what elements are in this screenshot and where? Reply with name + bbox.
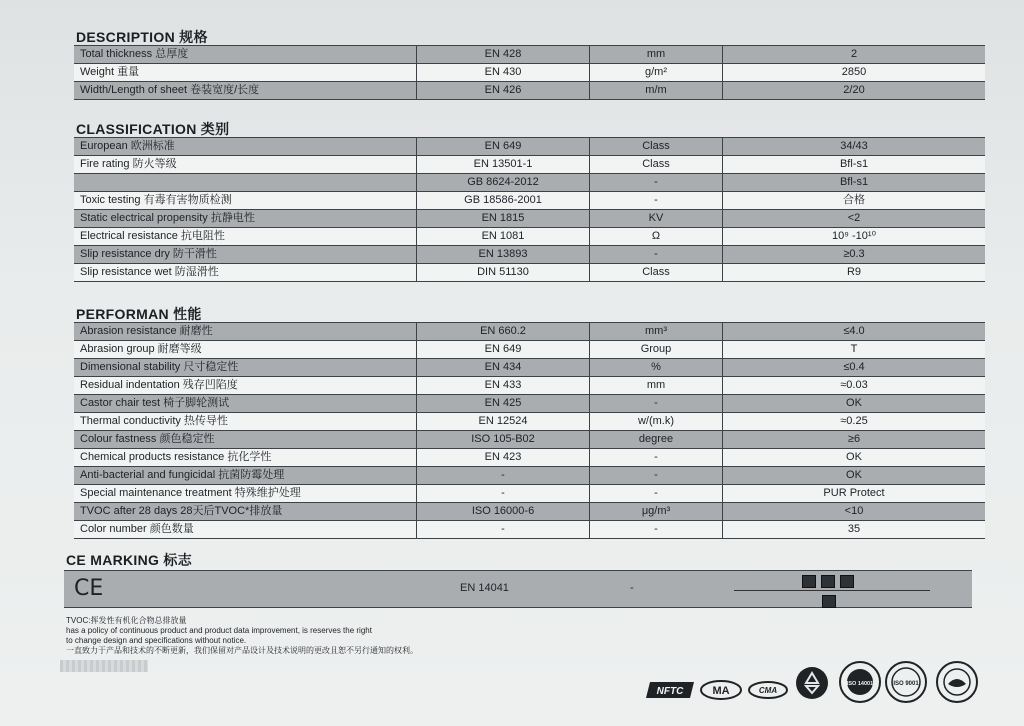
cell-value: 10⁹ -10¹⁰ bbox=[723, 228, 986, 246]
cell-property-name bbox=[74, 174, 417, 192]
spec-row bbox=[74, 46, 985, 64]
cell-standard: EN 13893 bbox=[417, 246, 590, 264]
cell-value: 合格 bbox=[723, 192, 986, 210]
cell-property-name: European 欧洲标准 bbox=[74, 138, 417, 156]
cell-standard: GB 18586-2001 bbox=[417, 192, 590, 210]
recycle-logo bbox=[795, 666, 829, 705]
note-policy-1: has a policy of continuous product and product data improvement, is reserves the right bbox=[66, 626, 372, 635]
svg-text:NFTC: NFTC bbox=[656, 686, 684, 697]
cell-unit: w/(m.k) bbox=[590, 413, 723, 431]
cell-standard: DIN 51130 bbox=[417, 264, 590, 282]
cell-unit: KV bbox=[590, 210, 723, 228]
cell-value: ≥6 bbox=[723, 431, 986, 449]
cell-standard: GB 8624-2012 bbox=[417, 174, 590, 192]
spec-row bbox=[74, 521, 985, 539]
cell-property-name: Weight 重量 bbox=[74, 64, 417, 82]
description-title: DESCRIPTION 规格 bbox=[76, 29, 208, 45]
cell-value: OK bbox=[723, 449, 986, 467]
note-tvoc: TVOC:挥发性有机化合物总排放量 bbox=[66, 616, 187, 625]
cma-logo bbox=[748, 680, 788, 705]
spec-row bbox=[74, 413, 985, 431]
cell-value: 2850 bbox=[723, 64, 986, 82]
cell-property-name: Residual indentation 残存凹陷度 bbox=[74, 377, 417, 395]
cell-value: OK bbox=[723, 395, 986, 413]
cell-property-name: Slip resistance dry 防干滑性 bbox=[74, 246, 417, 264]
cell-unit: Class bbox=[590, 138, 723, 156]
cell-value: PUR Protect bbox=[723, 485, 986, 503]
cell-value: ≥0.3 bbox=[723, 246, 986, 264]
cell-standard: - bbox=[417, 467, 590, 485]
cell-value: Bfl-s1 bbox=[723, 156, 986, 174]
cell-standard: EN 430 bbox=[417, 64, 590, 82]
cell-value: <10 bbox=[723, 503, 986, 521]
cell-unit: g/m² bbox=[590, 64, 723, 82]
cell-value: ≈0.03 bbox=[723, 377, 986, 395]
ma-logo bbox=[700, 680, 742, 705]
spec-row bbox=[74, 174, 985, 192]
nftc-logo bbox=[646, 681, 694, 704]
cell-value: Bfl-s1 bbox=[723, 174, 986, 192]
cell-value: OK bbox=[723, 467, 986, 485]
slip-icon bbox=[840, 575, 854, 588]
cell-standard: EN 425 bbox=[417, 395, 590, 413]
cell-standard: EN 649 bbox=[417, 341, 590, 359]
svg-text:ISO 9001: ISO 9001 bbox=[893, 681, 919, 687]
cell-property-name: TVOC after 28 days 28天后TVOC*排放量 bbox=[74, 503, 417, 521]
spec-row bbox=[74, 341, 985, 359]
cell-standard: EN 12524 bbox=[417, 413, 590, 431]
cell-property-name: Abrasion group 耐磨等级 bbox=[74, 341, 417, 359]
note-policy-2: to change design and specifications without notice. bbox=[66, 636, 247, 645]
note-policy-cn: 一直致力于产品和技术的不断更新，我们保留对产品设计及技术说明的更改且恕不另行通知的权利。 bbox=[66, 646, 418, 655]
cell-standard: EN 433 bbox=[417, 377, 590, 395]
cell-unit: Class bbox=[590, 264, 723, 282]
cell-unit: mm bbox=[590, 46, 723, 64]
cell-unit: - bbox=[590, 521, 723, 539]
cell-unit: mm bbox=[590, 377, 723, 395]
cell-value: <2 bbox=[723, 210, 986, 228]
cell-standard: EN 13501-1 bbox=[417, 156, 590, 174]
cell-unit: μg/m³ bbox=[590, 503, 723, 521]
cell-standard: EN 428 bbox=[417, 46, 590, 64]
cell-unit: - bbox=[590, 246, 723, 264]
cell-standard: - bbox=[417, 521, 590, 539]
cell-standard: EN 1081 bbox=[417, 228, 590, 246]
ce-marking-row bbox=[64, 570, 972, 608]
cell-unit: mm³ bbox=[590, 323, 723, 341]
spec-row bbox=[74, 395, 985, 413]
cell-standard: - bbox=[417, 485, 590, 503]
ce-pictograms bbox=[802, 574, 866, 614]
cell-unit: Ω bbox=[590, 228, 723, 246]
spec-row bbox=[74, 485, 985, 503]
stamp-bar bbox=[60, 660, 148, 672]
cell-value: 2/20 bbox=[723, 82, 986, 100]
spec-row bbox=[74, 192, 985, 210]
fire-icon bbox=[821, 575, 835, 588]
ce-marking-title: CE MARKING 标志 bbox=[66, 552, 193, 568]
description-table bbox=[74, 45, 985, 100]
spec-row bbox=[74, 82, 985, 100]
iso14001-logo bbox=[838, 660, 882, 709]
ce-standard: EN 14041 bbox=[460, 582, 509, 594]
svg-text:CMA: CMA bbox=[758, 686, 778, 695]
spec-row bbox=[74, 359, 985, 377]
svg-text:ISO 14001: ISO 14001 bbox=[846, 681, 874, 687]
cell-standard: EN 434 bbox=[417, 359, 590, 377]
environment-logo bbox=[935, 660, 979, 709]
cell-standard: ISO 105-B02 bbox=[417, 431, 590, 449]
spec-row bbox=[74, 64, 985, 82]
svg-text:MA: MA bbox=[712, 685, 730, 697]
cell-property-name: Electrical resistance 抗电阻性 bbox=[74, 228, 417, 246]
spec-row bbox=[74, 228, 985, 246]
cell-property-name: Special maintenance treatment 特殊维护处理 bbox=[74, 485, 417, 503]
cell-unit: - bbox=[590, 467, 723, 485]
ce-mark-icon: CE bbox=[74, 576, 104, 601]
cell-value: 2 bbox=[723, 46, 986, 64]
cell-unit: - bbox=[590, 485, 723, 503]
performance-title: PERFORMAN 性能 bbox=[76, 306, 202, 322]
cell-standard: EN 660.2 bbox=[417, 323, 590, 341]
spec-row bbox=[74, 323, 985, 341]
cell-property-name: Castor chair test 椅子脚轮测试 bbox=[74, 395, 417, 413]
ce-unit: - bbox=[630, 582, 634, 594]
spec-row bbox=[74, 156, 985, 174]
cell-unit: % bbox=[590, 359, 723, 377]
cell-unit: - bbox=[590, 192, 723, 210]
footnotes bbox=[66, 616, 418, 656]
cell-standard: EN 1815 bbox=[417, 210, 590, 228]
cell-standard: EN 426 bbox=[417, 82, 590, 100]
cell-value: 34/43 bbox=[723, 138, 986, 156]
cell-standard: EN 649 bbox=[417, 138, 590, 156]
spec-row bbox=[74, 503, 985, 521]
antistatic-icon bbox=[822, 595, 836, 608]
cell-unit: degree bbox=[590, 431, 723, 449]
cell-property-name: Total thickness 总厚度 bbox=[74, 46, 417, 64]
cell-unit: Group bbox=[590, 341, 723, 359]
cell-property-name: Width/Length of sheet 卷装宽度/长度 bbox=[74, 82, 417, 100]
cell-value: ≤0.4 bbox=[723, 359, 986, 377]
classification-title: CLASSIFICATION 类别 bbox=[76, 121, 230, 137]
cell-unit: m/m bbox=[590, 82, 723, 100]
spec-row bbox=[74, 210, 985, 228]
performance-table bbox=[74, 322, 985, 539]
spec-row bbox=[74, 138, 985, 156]
cell-property-name: Colour fastness 颜色稳定性 bbox=[74, 431, 417, 449]
cell-value: ≤4.0 bbox=[723, 323, 986, 341]
cell-unit: - bbox=[590, 174, 723, 192]
cell-property-name: Color number 颜色数量 bbox=[74, 521, 417, 539]
spec-row bbox=[74, 467, 985, 485]
cell-property-name: Slip resistance wet 防湿滑性 bbox=[74, 264, 417, 282]
cell-property-name: Anti-bacterial and fungicidal 抗菌防霉处理 bbox=[74, 467, 417, 485]
cell-property-name: Dimensional stability 尺寸稳定性 bbox=[74, 359, 417, 377]
cell-standard: ISO 16000-6 bbox=[417, 503, 590, 521]
classification-table bbox=[74, 137, 985, 282]
cell-standard: EN 423 bbox=[417, 449, 590, 467]
spec-row bbox=[74, 264, 985, 282]
chair-castor-icon bbox=[802, 575, 816, 588]
spec-row bbox=[74, 246, 985, 264]
cell-unit: - bbox=[590, 395, 723, 413]
cell-unit: Class bbox=[590, 156, 723, 174]
cell-property-name: Fire rating 防火等级 bbox=[74, 156, 417, 174]
cell-value: ≈0.25 bbox=[723, 413, 986, 431]
cell-property-name: Thermal conductivity 热传导性 bbox=[74, 413, 417, 431]
spec-row bbox=[74, 449, 985, 467]
cell-property-name: Abrasion resistance 耐磨性 bbox=[74, 323, 417, 341]
iso9001-logo bbox=[884, 660, 928, 709]
spec-row bbox=[74, 377, 985, 395]
cell-value: R9 bbox=[723, 264, 986, 282]
cell-property-name: Toxic testing 有毒有害物质检测 bbox=[74, 192, 417, 210]
cell-property-name: Static electrical propensity 抗静电性 bbox=[74, 210, 417, 228]
cell-unit: - bbox=[590, 449, 723, 467]
spec-row bbox=[74, 431, 985, 449]
cell-property-name: Chemical products resistance 抗化学性 bbox=[74, 449, 417, 467]
cell-value: 35 bbox=[723, 521, 986, 539]
cell-value: T bbox=[723, 341, 986, 359]
